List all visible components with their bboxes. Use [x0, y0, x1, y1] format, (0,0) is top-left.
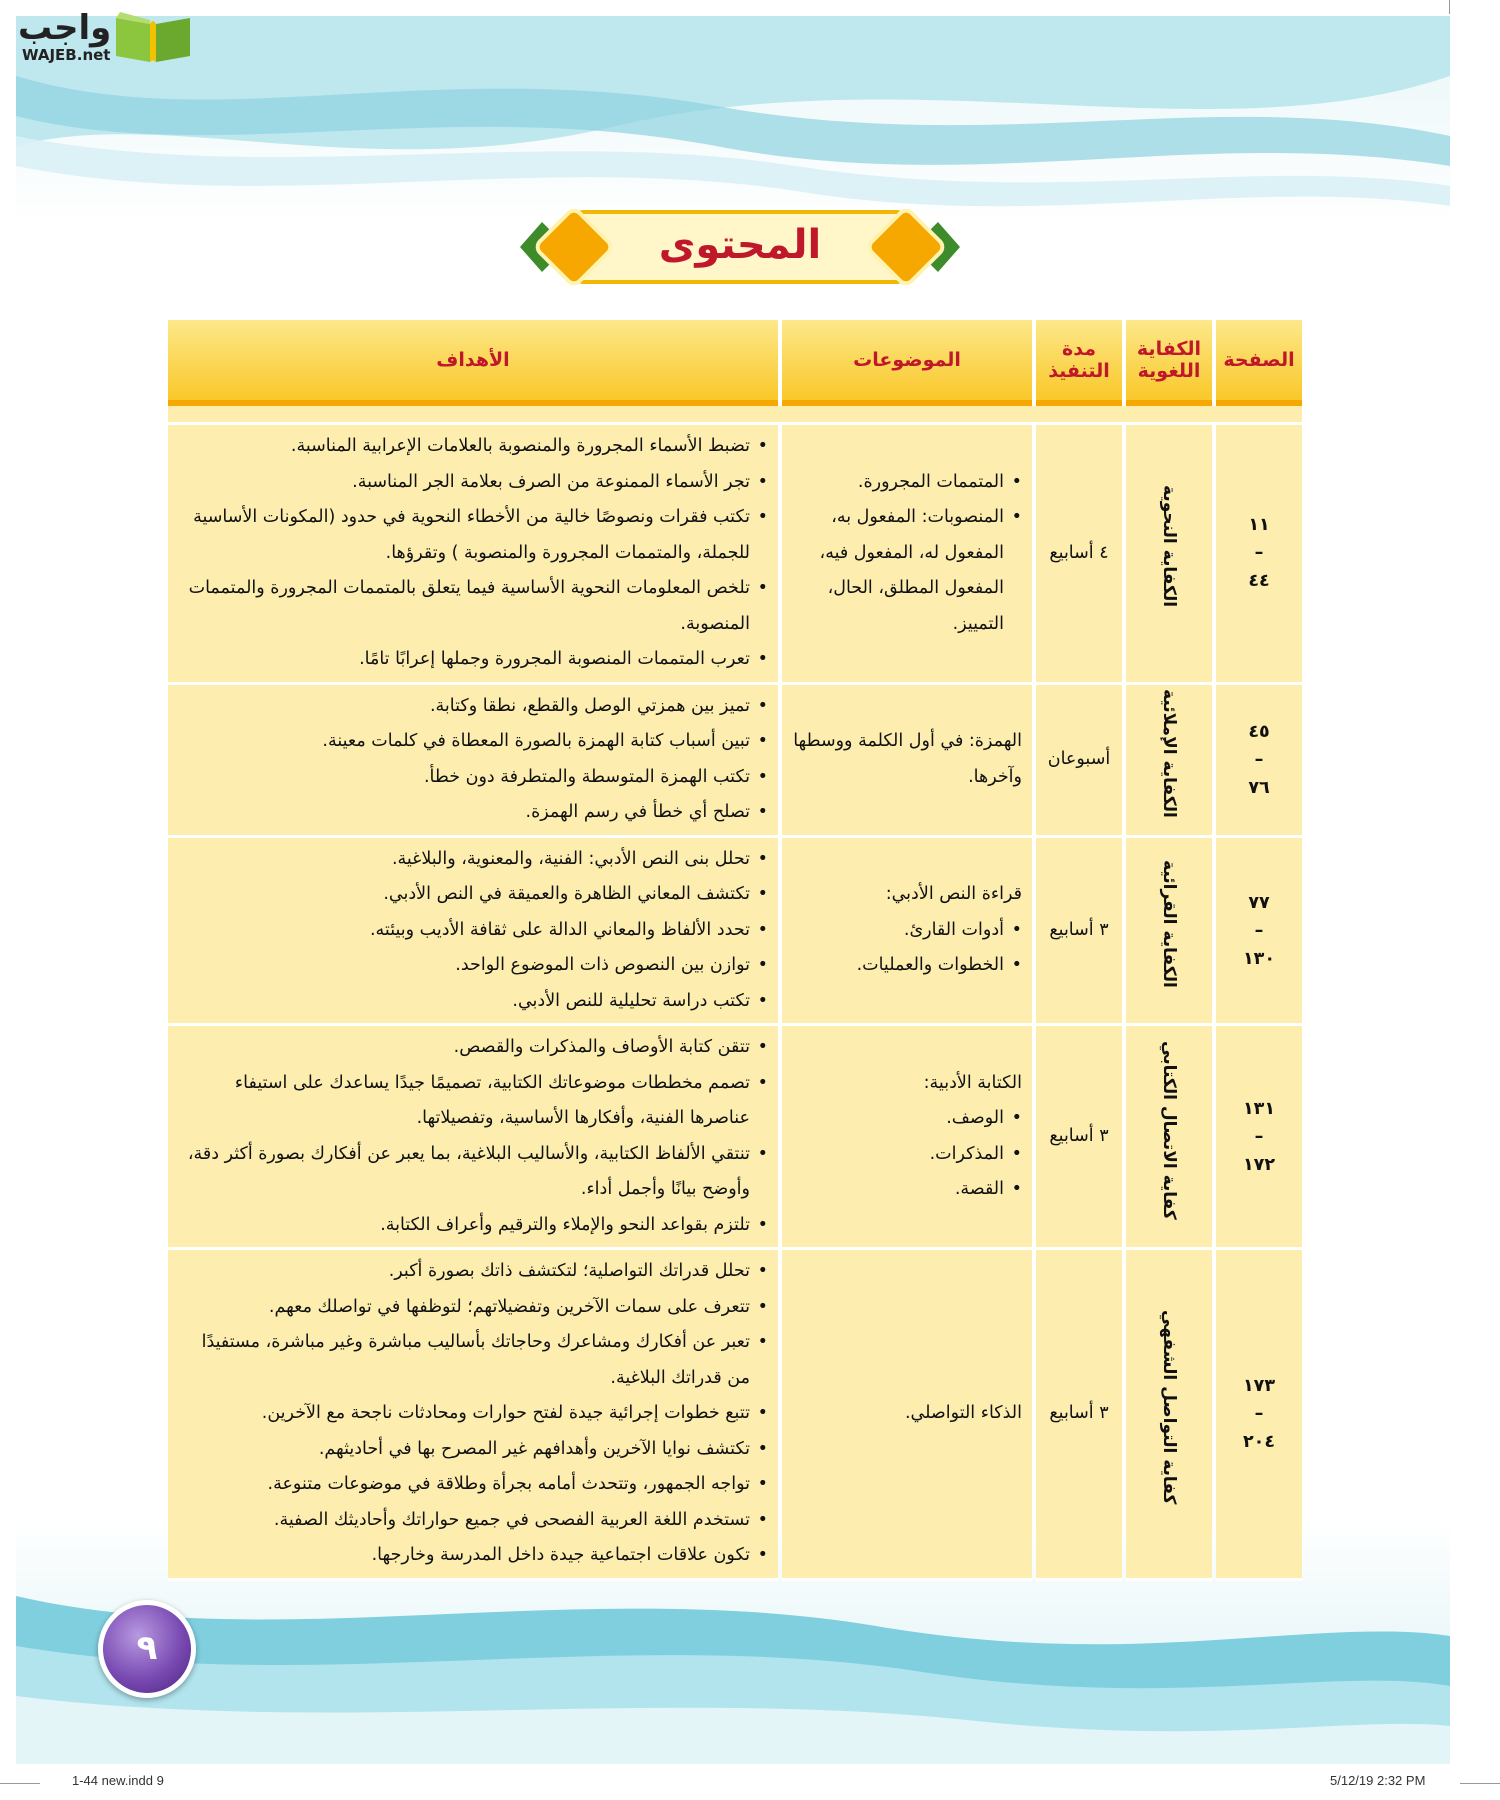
competency-label: كفاية الاتصال الكتابي	[1159, 1040, 1179, 1220]
crop-mark	[0, 1783, 40, 1784]
table-row	[168, 685, 1302, 838]
competency-cell	[1126, 838, 1212, 1027]
topic-item: • الخطوات والعمليات.	[792, 948, 1004, 984]
page-from: ١١	[1248, 515, 1270, 536]
goal-item: • تستخدم اللغة العربية الفصحى في جميع حواراتك وأحاديثك الصفية.	[178, 1503, 750, 1539]
goal-item: • تكتب فقرات ونصوصًا خالية من الأخطاء النحوية في حدود (المكونات الأساسية للجملة، والمتممات المجرورة والمنصوبة ) وتقرؤها.	[178, 500, 750, 571]
competency-cell	[1126, 425, 1212, 685]
content-table	[164, 320, 1306, 1581]
topics-cell	[782, 1026, 1032, 1250]
header-page: الصفحة	[1216, 320, 1302, 406]
goal-item: • تصمم مخططات موضوعاتك الكتابية، تصميمًا جيدًا يساعدك على استيفاء عناصرها الفنية، وأفكارها الأساسية، وتفصيلاتها.	[178, 1066, 750, 1137]
topics-heading: الكتابة الأدبية:	[923, 1072, 1022, 1093]
goal-item: • تحدد الألفاظ والمعاني الدالة على ثقافة الأديب وبيئته.	[178, 913, 750, 949]
competency-label: الكفاية النحوية	[1159, 485, 1179, 608]
competency-label: كفاية التواصل الشفهي	[1159, 1310, 1179, 1505]
page-from: ١٧٣	[1242, 1376, 1276, 1397]
goal-item: • تكتشف المعاني الظاهرة والعميقة في النص الأدبي.	[178, 877, 750, 913]
goal-item: • تكتب دراسة تحليلية للنص الأدبي.	[178, 984, 750, 1020]
page-to: ٧٦	[1248, 777, 1270, 798]
goals-cell	[168, 838, 778, 1027]
header-goals: الأهداف	[168, 320, 778, 406]
header-competency: الكفاية اللغوية	[1126, 320, 1212, 406]
page-to: ٢٠٤	[1242, 1432, 1276, 1453]
topics-cell	[782, 425, 1032, 685]
duration-cell: ٣ أسابيع	[1036, 1250, 1122, 1581]
goals-cell	[168, 425, 778, 685]
goal-item: • تلتزم بقواعد النحو والإملاء والترقيم وأعراف الكتابة.	[178, 1208, 750, 1244]
goal-item: • تكتشف نوايا الآخرين وأهدافهم غير المصرح بها في أحاديثهم.	[178, 1432, 750, 1468]
table-row	[168, 838, 1302, 1027]
table-header-row	[168, 320, 1302, 406]
goal-item: • تنتقي الألفاظ الكتابية، والأساليب البلاغية، بما يعبر عن أفكارك بصورة أكثر دقة، وأوضح بيانًا وأجمل أداء.	[178, 1137, 750, 1208]
goal-item: • تتقن كتابة الأوصاف والمذكرات والقصص.	[178, 1030, 750, 1066]
goals-cell	[168, 1250, 778, 1581]
page-range: ١١ – ٤٤	[1216, 425, 1302, 685]
header-duration: مدة التنفيذ	[1036, 320, 1122, 406]
goal-item: • تبين أسباب كتابة الهمزة بالصورة المعطاة في كلمات معينة.	[178, 724, 750, 760]
duration-cell: ٤ أسابيع	[1036, 425, 1122, 685]
table-row	[168, 1026, 1302, 1250]
crop-mark	[1460, 1783, 1500, 1784]
goal-item: • توازن بين النصوص ذات الموضوع الواحد.	[178, 948, 750, 984]
competency-label: الكفاية الإملائية	[1159, 688, 1179, 818]
page-number-badge: ٩	[98, 1600, 196, 1698]
page-from: ١٣١	[1242, 1098, 1276, 1119]
bottom-wave-decoration	[16, 1576, 1450, 1764]
logo-subtitle: WAJEB.net	[22, 46, 111, 64]
competency-cell	[1126, 685, 1212, 838]
page-title: المحتوى	[658, 222, 822, 268]
goal-item: • تكتب الهمزة المتوسطة والمتطرفة دون خطأ.	[178, 760, 750, 796]
page-range: ٧٧ – ١٣٠	[1216, 838, 1302, 1027]
topic-item: • الوصف.	[792, 1101, 1004, 1137]
page-range: ١٣١ – ١٧٢	[1216, 1026, 1302, 1250]
goals-cell	[168, 685, 778, 838]
goal-item: • تواجه الجمهور، وتتحدث أمامه بجرأة وطلاقة في موضوعات متنوعة.	[178, 1467, 750, 1503]
page-from: ٧٧	[1248, 892, 1270, 913]
goal-item: • تتبع خطوات إجرائية جيدة لفتح حوارات ومحادثات ناجحة مع الآخرين.	[178, 1396, 750, 1432]
page-range: ٤٥ – ٧٦	[1216, 685, 1302, 838]
page-to: ١٣٠	[1242, 948, 1276, 969]
book-icon	[112, 8, 194, 64]
footer-file-info: 1-44 new.indd 9	[72, 1773, 164, 1788]
duration-cell: ٣ أسابيع	[1036, 838, 1122, 1027]
duration-cell: أسبوعان	[1036, 685, 1122, 838]
goal-item: • تعبر عن أفكارك ومشاعرك وحاجاتك بأساليب مباشرة وغير مباشرة، مستفيدًا من قدراتك البلاغية.	[178, 1325, 750, 1396]
goal-item: • تتعرف على سمات الآخرين وتفضيلاتهم؛ لتوظفها في تواصلك معهم.	[178, 1290, 750, 1326]
page-to: ٤٤	[1248, 571, 1270, 592]
topic-item: • المنصوبات: المفعول به، المفعول له، المفعول فيه، المفعول المطلق، الحال، التمييز.	[792, 500, 1004, 642]
duration-cell: ٣ أسابيع	[1036, 1026, 1122, 1250]
goal-item: • تحلل بنى النص الأدبي: الفنية، والمعنوية، والبلاغية.	[178, 842, 750, 878]
table-row	[168, 1250, 1302, 1581]
topic-item: • المذكرات.	[792, 1137, 1004, 1173]
topic-item: • المتممات المجرورة.	[792, 465, 1004, 501]
page-from: ٤٥	[1248, 721, 1270, 742]
wajeb-logo	[8, 4, 198, 64]
table-row	[168, 425, 1302, 685]
goal-item: • تميز بين همزتي الوصل والقطع، نطقا وكتابة.	[178, 689, 750, 725]
goal-item: • تصلح أي خطأ في رسم الهمزة.	[178, 795, 750, 831]
crop-mark	[1449, 0, 1450, 14]
page-to: ١٧٢	[1242, 1154, 1276, 1175]
competency-cell	[1126, 1026, 1212, 1250]
topics-cell	[782, 838, 1032, 1027]
topics-heading: قراءة النص الأدبي:	[885, 884, 1022, 905]
goal-item: • تجر الأسماء الممنوعة من الصرف بعلامة الجر المناسبة.	[178, 465, 750, 501]
header-topics: الموضوعات	[782, 320, 1032, 406]
goal-item: • تعرب المتممات المنصوبة المجرورة وجملها إعرابًا تامًا.	[178, 642, 750, 678]
topics-cell: الهمزة: في أول الكلمة ووسطها وآخرها.	[782, 685, 1032, 838]
logo-text: واجب	[18, 8, 112, 48]
goals-cell	[168, 1026, 778, 1250]
topic-item: • أدوات القارئ.	[792, 913, 1004, 949]
footer-date: 5/12/19 2:32 PM	[1330, 1773, 1426, 1788]
topic-item: • القصة.	[792, 1172, 1004, 1208]
goal-item: • تحلل قدراتك التواصلية؛ لتكتشف ذاتك بصورة أكبر.	[178, 1254, 750, 1290]
competency-cell	[1126, 1250, 1212, 1581]
goal-item: • تكون علاقات اجتماعية جيدة داخل المدرسة وخارجها.	[178, 1538, 750, 1574]
topics-cell: الذكاء التواصلي.	[782, 1250, 1032, 1581]
goal-item: • تضبط الأسماء المجرورة والمنصوبة بالعلامات الإعرابية المناسبة.	[178, 429, 750, 465]
competency-label: الكفاية القرائية	[1159, 859, 1179, 988]
page-range: ١٧٣ – ٢٠٤	[1216, 1250, 1302, 1581]
goal-item: • تلخص المعلومات النحوية الأساسية فيما يتعلق بالمتممات المجرورة والمتممات المنصوبة.	[178, 571, 750, 642]
